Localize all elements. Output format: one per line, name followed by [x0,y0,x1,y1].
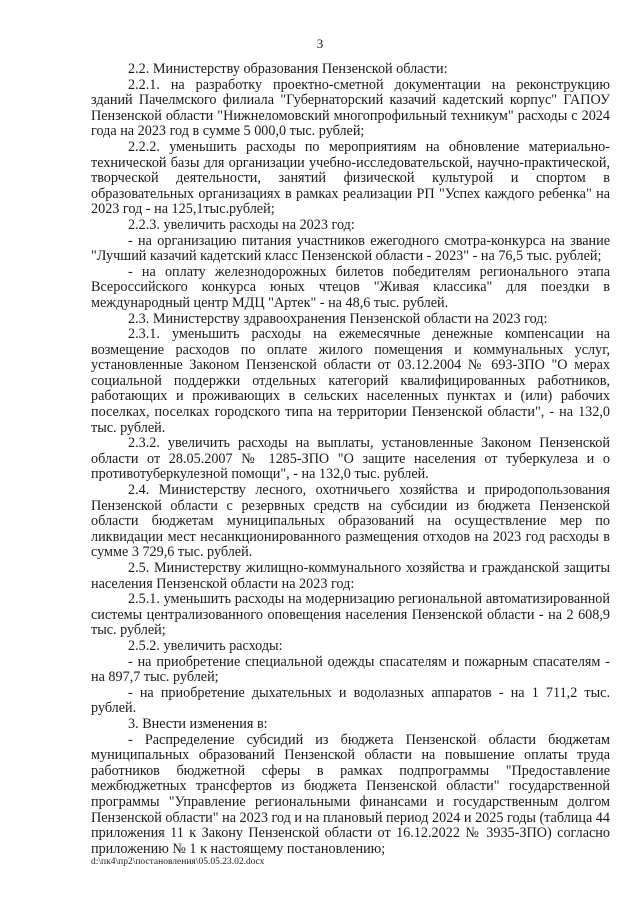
paragraph: 2.5.1. уменьшить расходы на модернизацию региональной автоматизированной системы централизованного оповещения населения Пензенской области - на 2 608,9 тыс. рублей; [91,591,610,639]
paragraph: - на приобретение специальной одежды спасателям и пожарным спасателям - на 897,7 тыс. рублей; [91,653,610,686]
paragraph: 2.4. Министерству лесного, охотничьего хозяйства и природопользования Пензенской области с резервных средств на субсидии из бюджета Пензенской области бюджетам муниципальных образований на осуществление мер по ликвидации мест несанкционированного размещения отходов на 2023 год расходы в сумме 3 729,6 тыс. рублей. [91,482,610,561]
page-number: 3 [316,36,324,51]
paragraph: 2.3. Министерству здравоохранения Пензенской области на 2023 год: [128,310,548,327]
paragraph: 2.2.1. на разработку проектно-сметной документации на реконструкцию зданий Пачелмского филиала "Губернаторский казачий кадетский корпус" ГАПОУ Пензенской области "Нижнеломовский многопрофильный техникум" расходы с 2024 года на 2023 год в сумме 5 000,0 тыс. рублей; [91,76,610,140]
paragraph: 2.3.1. уменьшить расходы на ежемесячные денежные компенсации на возмещение расходов по оплате жилого помещения и коммунальных услуг, установленные Законом Пензенской области от 03.12.2004 № 693-ЗПО "О мерах социальной поддержки отдельных категорий квалифицированных работников, работающих и проживающих в сельских населенных пунктах и (или) рабочих поселках, поселках городского типа на территории Пензенской области", - на 132,0 тыс. рублей. [91,326,610,436]
document-body [91,62,610,857]
file-path-footer: d:\пк4\пр2\постановления\05.05.23.02.docx [91,857,265,867]
paragraph: - на организацию питания участников ежегодного смотра-конкурса на звание "Лучший казачий кадетский класс Пензенской области - 2023" - на 76,5 тыс. рублей; [91,232,610,265]
paragraph: 3. Внести изменения в: [128,715,268,732]
paragraph: - на оплату железнодорожных билетов победителям регионального этапа Всероссийского конкурса юных чтецов "Живая классика" для поездки в международный центр МДЦ "Артек" - на 48,6 тыс. рублей. [91,263,610,311]
paragraph: 2.2.2. уменьшить расходы по мероприятиям на обновление материально-технической базы для организации учебно-исследовательской, научно-практической, творческой деятельности, занятий физической культурой и спортом в образовательных организациях в рамках реализации РП "Успех каждого ребенка" на 2023 год - на 125,1тыс.рублей; [91,138,610,218]
paragraph: 2.5. Министерству жилищно-коммунального хозяйства и гражданской защиты населения Пензенской области на 2023 год: [91,560,610,592]
paragraph: - Распределение субсидий из бюджета Пензенской области бюджетам муниципальных образований Пензенской области на повышение оплаты труда работников бюджетной сферы в рамках подпрограммы "Предоставление межбюджетных трансфертов из бюджета Пензенской области" государственной программы "Управление региональными финансами и государственным долгом Пензенской области" на 2023 год и на плановый период 2024 и 2025 годы (таблица 44 приложения 11 к Закону Пензенской области от 16.12.2022 № 3935-ЗПО) согласно приложению № 1 к настоящему постановлению; [91,731,610,857]
paragraph: 2.3.2. увеличить расходы на выплаты, установленные Законом Пензенской области от 28.05.2007 № 1285-ЗПО "О защите населения от туберкулеза и о противотуберкулезной помощи", - на 132,0 тыс. рублей. [91,435,610,483]
paragraph: - на приобретение дыхательных и водолазных аппаратов - на 1 711,2 тыс. рублей. [91,684,610,717]
paragraph: 2.5.2. увеличить расходы: [128,637,283,654]
paragraph: 2.2.3. увеличить расходы на 2023 год: [128,216,355,233]
paragraph: 2.2. Министерству образования Пензенской области: [128,61,448,77]
